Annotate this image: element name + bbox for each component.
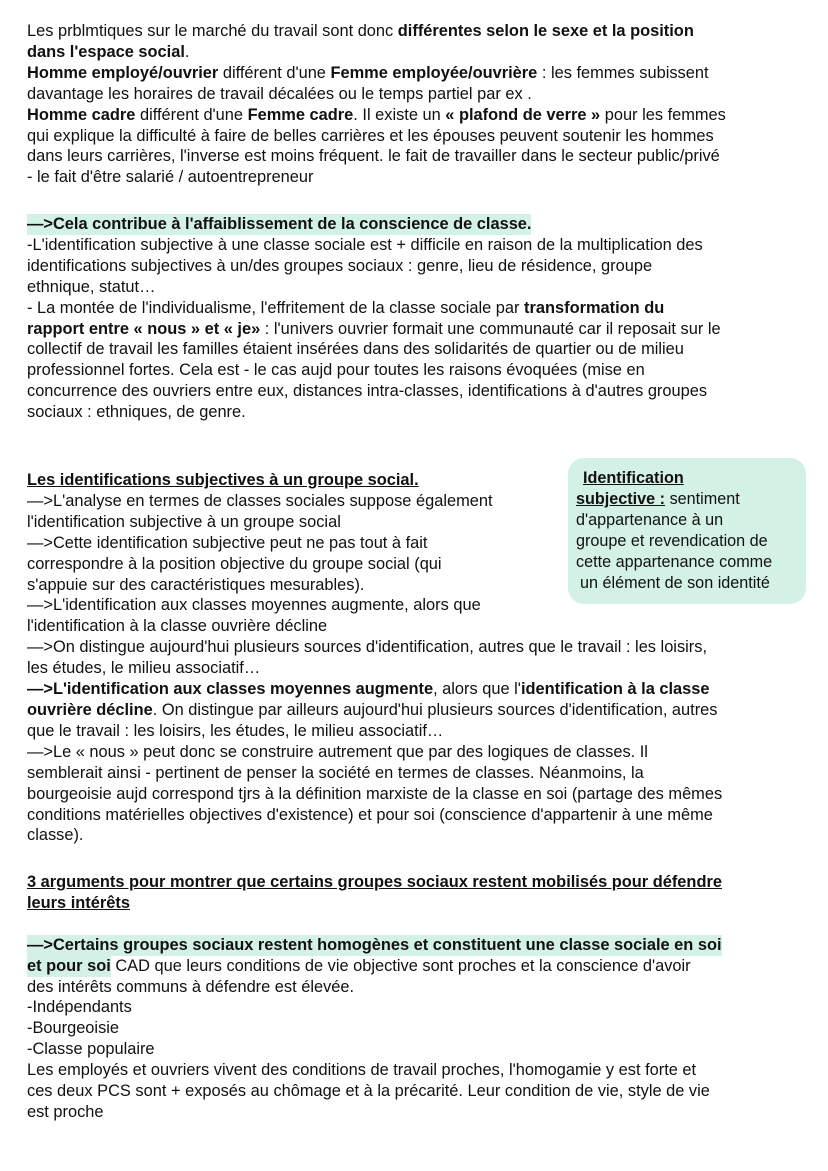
text-line: —>Cette identification subjective peut ne pas tout à fait xyxy=(27,533,428,552)
highlighted-heading xyxy=(27,214,721,235)
text-line: -L'identification subjective à une classe sociale est + difficile en raison de la multiplication des xyxy=(27,235,703,254)
bold-text: « plafond de verre » xyxy=(445,105,601,124)
text-line: Les employés et ouvriers vivent des conditions de travail proches, l'homogamie y est forte et xyxy=(27,1061,697,1080)
text-line: collectif de travail les familles étaient insérées dans des solidarités de quartier ou de milieu xyxy=(27,340,684,359)
bold-text: Homme employé/ouvrier xyxy=(27,63,219,82)
text: , alors que l' xyxy=(433,680,521,699)
text-line xyxy=(27,21,726,42)
text-line: un élément de son identité xyxy=(580,574,770,592)
section-mobilized-groups xyxy=(27,872,722,1123)
definition-term: subjective : xyxy=(576,490,666,508)
section-heading xyxy=(27,893,722,914)
text: sentiment xyxy=(665,490,740,508)
heading-text: leurs intérêts xyxy=(27,893,130,912)
text-line: conditions matérielles objectives d'existence) et pour soi (conscience d'appartenir à une même xyxy=(27,805,713,824)
text: : les femmes subissent xyxy=(537,63,709,82)
bold-text: ouvrière décline xyxy=(27,700,153,719)
text-line xyxy=(27,63,726,84)
text-line xyxy=(576,489,740,510)
text: Les prblmtiques sur le marché du travail sont donc xyxy=(27,22,398,40)
text-line: ethnique, statut… xyxy=(27,277,156,296)
text-line: davantage les horaires de travail décalées ou le temps partiel par ex . xyxy=(27,84,532,103)
bold-text: Homme cadre xyxy=(27,105,136,124)
spacer xyxy=(27,914,722,935)
text: pour les femmes xyxy=(600,105,726,124)
highlighted-text: et pour soi xyxy=(27,956,111,975)
text-line: professionnel fortes. Cela est - le cas aujd pour toutes les raisons évoquées (mise en xyxy=(27,361,645,380)
heading-text: Les identifications subjectives à un groupe social. xyxy=(27,471,419,489)
definition-term: Identification xyxy=(583,469,684,487)
text-line: —>On distingue aujourd'hui plusieurs sources d'identification, autres que le travail : les loisirs, xyxy=(27,638,707,657)
text-line: —>Le « nous » peut donc se construire autrement que par des logiques de classes. Il xyxy=(27,742,648,761)
text: : l'univers ouvrier formait une communauté car il reposait sur le xyxy=(260,319,721,338)
text-line: concurrence des ouvriers entre eux, distances intra-classes, identifications à d'autres groupes xyxy=(27,382,708,401)
text: - La montée de l'individualisme, l'effritement de la classe sociale par xyxy=(27,298,525,317)
text-line: classe). xyxy=(27,826,84,845)
bold-text: —> xyxy=(27,680,53,699)
text: . xyxy=(184,42,190,61)
heading-text: —>Cela contribue à l'affaiblissement de la conscience de classe. xyxy=(27,215,532,233)
text-line: semblerait ainsi - pertinent de penser la société en termes de classes. Néanmoins, la xyxy=(27,763,644,782)
bold-text: Femme employée/ouvrière xyxy=(330,63,538,82)
text-line: que le travail : les loisirs, les études, le milieu associatif… xyxy=(27,721,444,740)
definition-box xyxy=(568,458,806,604)
bold-text: Femme cadre xyxy=(247,105,354,124)
text: CAD que leurs conditions de vie objective sont proches et la conscience d'avoir xyxy=(110,956,691,975)
text-line: d'appartenance à un xyxy=(576,511,724,529)
text-line xyxy=(27,679,722,700)
text-line: —>L'identification aux classes moyennes augmente, alors que xyxy=(27,596,481,615)
text: différent d'une xyxy=(135,105,248,124)
list-item: -Indépendants xyxy=(27,998,132,1017)
text-line: s'appuie sur des caractéristiques mesurables). xyxy=(27,575,365,594)
highlighted-line xyxy=(27,935,722,956)
bold-text: rapport entre « nous » et « je» xyxy=(27,319,261,338)
text: . Il existe un xyxy=(353,105,446,124)
heading-text: 3 arguments pour montrer que certains groupes sociaux restent mobilisés pour défendre xyxy=(27,873,722,891)
bold-text: différentes selon le sexe et la position xyxy=(397,22,694,40)
text-line xyxy=(27,319,721,340)
text-line: sociaux : ethniques, de genre. xyxy=(27,403,246,422)
section-heading xyxy=(27,872,722,893)
text-line: - le fait d'être salarié / autoentrepreneur xyxy=(27,168,314,187)
text-line: bourgeoisie aujd correspond tjrs à la définition marxiste de la classe en soi (partage des mêmes xyxy=(27,784,723,803)
text-line: les études, le milieu associatif… xyxy=(27,659,261,678)
bold-text: L'identification aux classes moyennes augmente xyxy=(52,680,434,699)
text-line: des intérêts communs à défendre est élevée. xyxy=(27,977,355,996)
text-line: —>L'analyse en termes de classes sociales suppose également xyxy=(27,491,493,510)
text-line xyxy=(27,105,726,126)
section-class-consciousness xyxy=(27,214,721,423)
text-line xyxy=(27,700,722,721)
definition-title xyxy=(583,468,684,489)
bold-text: transformation du xyxy=(524,298,665,317)
text: différent d'une xyxy=(218,63,331,82)
text-line: cette appartenance comme xyxy=(576,553,773,571)
highlighted-text: —>Certains groupes sociaux restent homogènes et constituent une classe sociale en soi xyxy=(27,935,722,954)
list-item: -Bourgeoisie xyxy=(27,1019,120,1038)
text-line: l'identification à la classe ouvrière décline xyxy=(27,617,328,636)
text-line: groupe et revendication de xyxy=(576,532,768,550)
text-line: qui explique la difficulté à faire de belles carrières et les épouses peuvent soutenir les hommes xyxy=(27,126,714,145)
section-labor-market xyxy=(27,21,726,188)
text-line: est proche xyxy=(27,1102,104,1121)
text-line xyxy=(27,956,722,977)
bold-text: identification à la classe xyxy=(520,680,710,699)
text-line xyxy=(27,42,726,63)
text: . On distingue par ailleurs aujourd'hui plusieurs sources d'identification, autres xyxy=(152,700,718,719)
text-line xyxy=(27,298,721,319)
text-line: dans leurs carrières, l'inverse est moins fréquent. le fait de travailler dans le secteur public/privé xyxy=(27,147,720,166)
text-line: ces deux PCS sont + exposés au chômage et à la précarité. Leur condition de vie, style de vie xyxy=(27,1082,710,1101)
list-item: -Classe populaire xyxy=(27,1040,155,1059)
bold-text: dans l'espace social xyxy=(27,42,185,61)
text-line: l'identification subjective à un groupe social xyxy=(27,512,341,531)
text-line: correspondre à la position objective du groupe social (qui xyxy=(27,554,442,573)
text-line: identifications subjectives à un/des groupes sociaux : genre, lieu de résidence, groupe xyxy=(27,256,653,275)
